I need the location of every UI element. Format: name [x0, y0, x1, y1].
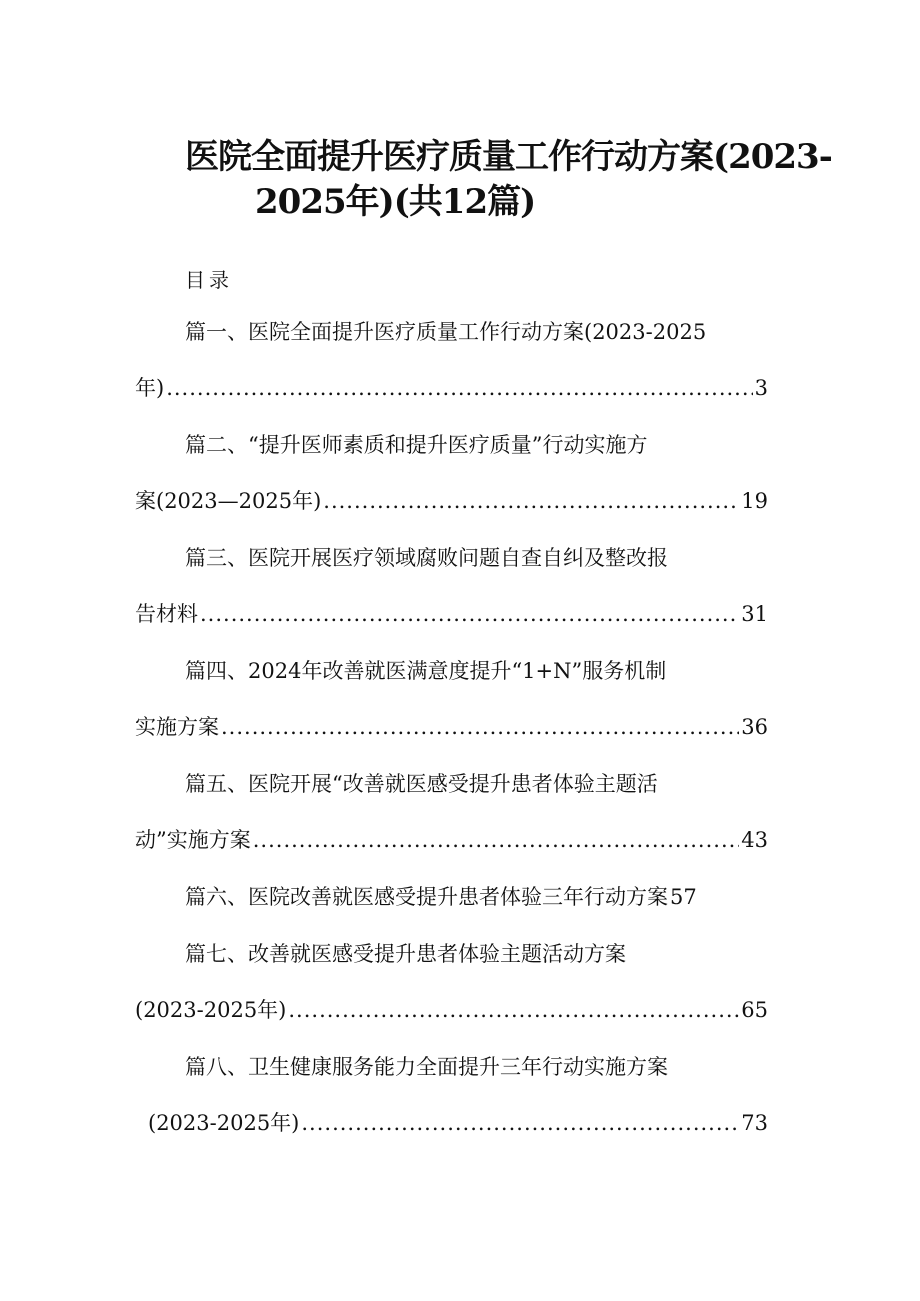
toc-entry-7-title: 篇七、改善就医感受提升患者体验主题活动方案: [185, 942, 626, 966]
toc-entry-2-title: 篇二、“提升医师素质和提升医疗质量”行动实施方: [185, 433, 648, 457]
toc-entry-2-continuation: [135, 486, 768, 516]
toc-entry-4-title: 篇四、2024年改善就医满意度提升“1+N”服务机制: [185, 659, 667, 683]
toc-entry-3-text: 告材料: [135, 602, 198, 626]
toc-entry-1-title: 篇一、医院全面提升医疗质量工作行动方案(2023-2025: [185, 320, 707, 344]
toc-entry-2-page: 19: [741, 489, 768, 513]
toc-entry-3-continuation: [135, 599, 768, 629]
toc-entry-8-continuation: [148, 1108, 768, 1138]
toc-entry-6-title: 篇六、医院改善就医感受提升患者体验三年行动方案: [185, 885, 668, 909]
toc-entry-7-continuation: [135, 995, 768, 1025]
document-title-line-1: 医院全面提升医疗质量工作行动方案(2023-: [185, 137, 832, 177]
toc-entry-6-line: [185, 882, 697, 912]
toc-entry-8-text: (2023-2025年): [148, 1111, 300, 1135]
toc-entry-5-text: 动”实施方案: [135, 828, 251, 852]
toc-leader-dots: [288, 995, 739, 1025]
toc-entry-8-page: 73: [741, 1111, 768, 1135]
toc-leader-dots: [253, 825, 740, 855]
toc-entry-3-title: 篇三、医院开展医疗领域腐败问题自查自纠及整改报: [185, 546, 668, 570]
toc-leader-dots: [221, 712, 739, 742]
toc-entry-5-page: 43: [741, 828, 768, 852]
toc-leader-dots: [301, 1108, 739, 1138]
toc-entry-4-text: 实施方案: [135, 715, 219, 739]
toc-entry-5-title: 篇五、医院开展“改善就医感受提升患者体验主题活: [185, 772, 658, 796]
toc-entry-5-continuation: [135, 825, 768, 855]
toc-entry-3-page: 31: [741, 602, 768, 626]
document-title-line-2: 2025年)(共12篇): [255, 182, 536, 222]
toc-entry-8-title: 篇八、卫生健康服务能力全面提升三年行动实施方案: [185, 1055, 668, 1079]
toc-entry-4-page: 36: [741, 715, 768, 739]
toc-entry-4-continuation: [135, 712, 768, 742]
toc-entry-7-text: (2023-2025年): [135, 998, 287, 1022]
toc-entry-1-page: 3: [754, 376, 768, 400]
toc-entry-1-continuation: [135, 373, 768, 403]
toc-leader-dots: [323, 486, 739, 516]
toc-leader-dots: [166, 373, 752, 403]
toc-heading: 目录: [185, 268, 233, 292]
toc-entry-7-page: 65: [741, 998, 768, 1022]
toc-entry-6-page: 57: [670, 885, 697, 909]
toc-entry-1-text: 年): [135, 376, 165, 400]
toc-entry-2-text: 案(2023—2025年): [135, 489, 322, 513]
toc-leader-dots: [200, 599, 739, 629]
